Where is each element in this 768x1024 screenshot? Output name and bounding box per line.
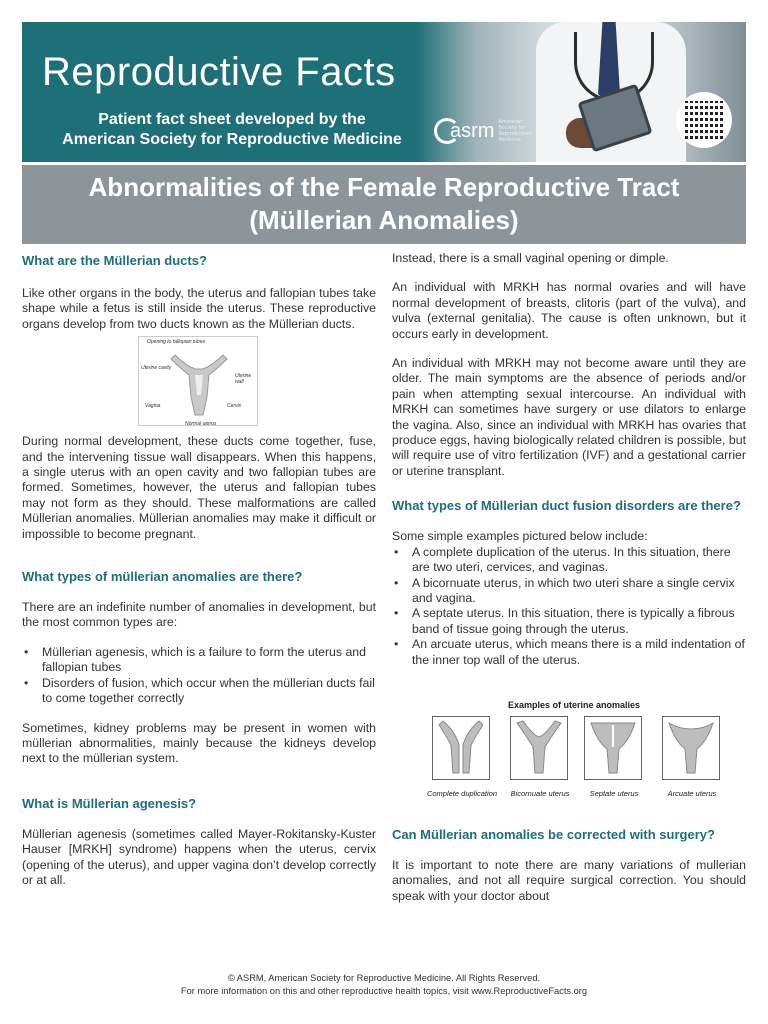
paragraph: An individual with MRKH may not become aware until they are older. The main symptoms are the absence of periods and/or pain when attempting sexual intercourse. An individual with MRKH can sometimes have surgery or use dilators to enlarge the vagina. Also, since an individual with MRKH has ovaries that produce eggs, having biologically related children is possible, but will require use of vitro fertilization (IVF) and a gestational carrier or uterine transplant.: [392, 356, 746, 478]
paragraph: Like other organs in the body, the uterus and fallopian tubes take shape while a fetus is still inside the uterus. These reproductive organs develop from two ducts known as the Müllerian ducts.: [22, 286, 376, 331]
heading-mullerian-ducts: What are the Müllerian ducts?: [22, 253, 207, 268]
heading-fusion-disorders: What types of Müllerian duct fusion disorders are there?: [392, 498, 741, 514]
septate-uterus-image: [584, 716, 642, 780]
page-title: Abnormalities of the Female Reproductive Tract (Müllerian Anomalies): [22, 165, 746, 244]
asrm-logo: asrm American Society for Reproductive Medicine: [434, 118, 538, 144]
bullet-list: [392, 545, 746, 668]
list-item: • A septate uterus. In this situation, there is typically a fibrous band of tissue going through the uterus.: [392, 606, 746, 637]
uterine-anomalies-figure: Examples of uterine anomalies Complete duplication Bicornuate uterus Septate uterus Arcuate uterus: [422, 698, 742, 798]
left-column: [22, 252, 376, 888]
list-item: • A bicornuate uterus, in which two uteri share a single cervix and vagina.: [392, 576, 746, 607]
paragraph: It is important to note there are many variations of mullerian anomalies, and not all require surgical correction. You should speak with your doctor about: [392, 857, 746, 903]
paragraph: Müllerian agenesis (sometimes called Mayer-Rokitansky-Kuster Hauser [MRKH] syndrome) happens when the uterus, cervix (opening of the uterus), and upper vagina don’t develop correctly or at all.: [22, 826, 376, 887]
heading-types: What types of müllerian anomalies are there?: [22, 569, 303, 585]
list-item: • Disorders of fusion, which occur when the müllerian ducts fail to come together correctly: [22, 676, 376, 707]
copyright-text: © ASRM, American Society for Reproductive Medicine. All Rights Reserved.: [227, 973, 541, 983]
paragraph: There are an indefinite number of anomalies in development, but the most common types are:: [22, 600, 376, 630]
header-banner: [22, 22, 746, 162]
paragraph: Instead, there is a small vaginal opening or dimple.: [392, 251, 669, 265]
right-column: [392, 251, 746, 904]
bullet-list: [22, 645, 376, 707]
bicornuate-uterus-image: [510, 716, 568, 780]
figure-label: Septate uterus: [589, 788, 639, 798]
header-subtitle: Patient fact sheet developed by the American Society for Reproductive Medicine: [62, 111, 402, 148]
arcuate-uterus-image: [662, 716, 720, 780]
list-item: • An arcuate uterus, which means there is a mild indentation of the inner top wall of the uterus.: [392, 637, 746, 668]
figure-label: Bicornuate uterus: [510, 788, 570, 798]
complete-duplication-image: [432, 716, 490, 780]
paragraph: An individual with MRKH has normal ovaries and will have normal development of breasts, clitoris (part of the vulva), and vulva (external genitalia). The cause is often unknown, but it occurs early in development.: [392, 280, 746, 341]
normal-uterus-figure: Opening to fallopian tubes Uterine cavity Uterine wall Vagina Cervix Normal uterus: [138, 336, 258, 426]
heading-agenesis: What is Müllerian agenesis?: [22, 795, 197, 811]
paragraph: During normal development, these ducts come together, fuse, and the intervening tissue wall disappears. When this happens, a single uterus with an open cavity and two fallopian tubes are formed. Sometimes, however, the uterus and fallopian tubes may not form as they should. These malformations are called Müllerian anomalies. Müllerian anomalies may make it difficult or impossible to become pregnant.: [22, 434, 376, 541]
list-item: • A complete duplication of the uterus. In this situation, there are two uteri, cervices, and vaginas.: [392, 545, 746, 576]
paragraph: Sometimes, kidney problems may be present in women with müllerian abnormalities, mainly because the kidneys develop next to the müllerian system.: [22, 720, 376, 766]
qr-code-icon[interactable]: [676, 92, 732, 148]
list-item: • Müllerian agenesis, which is a failure to form the uterus and fallopian tubes: [22, 645, 376, 676]
heading-surgery: Can Müllerian anomalies be corrected with surgery?: [392, 826, 715, 842]
figure-label: Complete duplication: [426, 788, 498, 798]
footer-link-text[interactable]: For more information on this and other reproductive health topics, visit www.ReproductiveFacts.org: [180, 986, 588, 996]
figure-label: Arcuate uterus: [667, 788, 717, 798]
footer: [0, 972, 768, 998]
header-title: Reproductive Facts: [42, 50, 396, 94]
paragraph: Some simple examples pictured below include:: [392, 529, 648, 544]
